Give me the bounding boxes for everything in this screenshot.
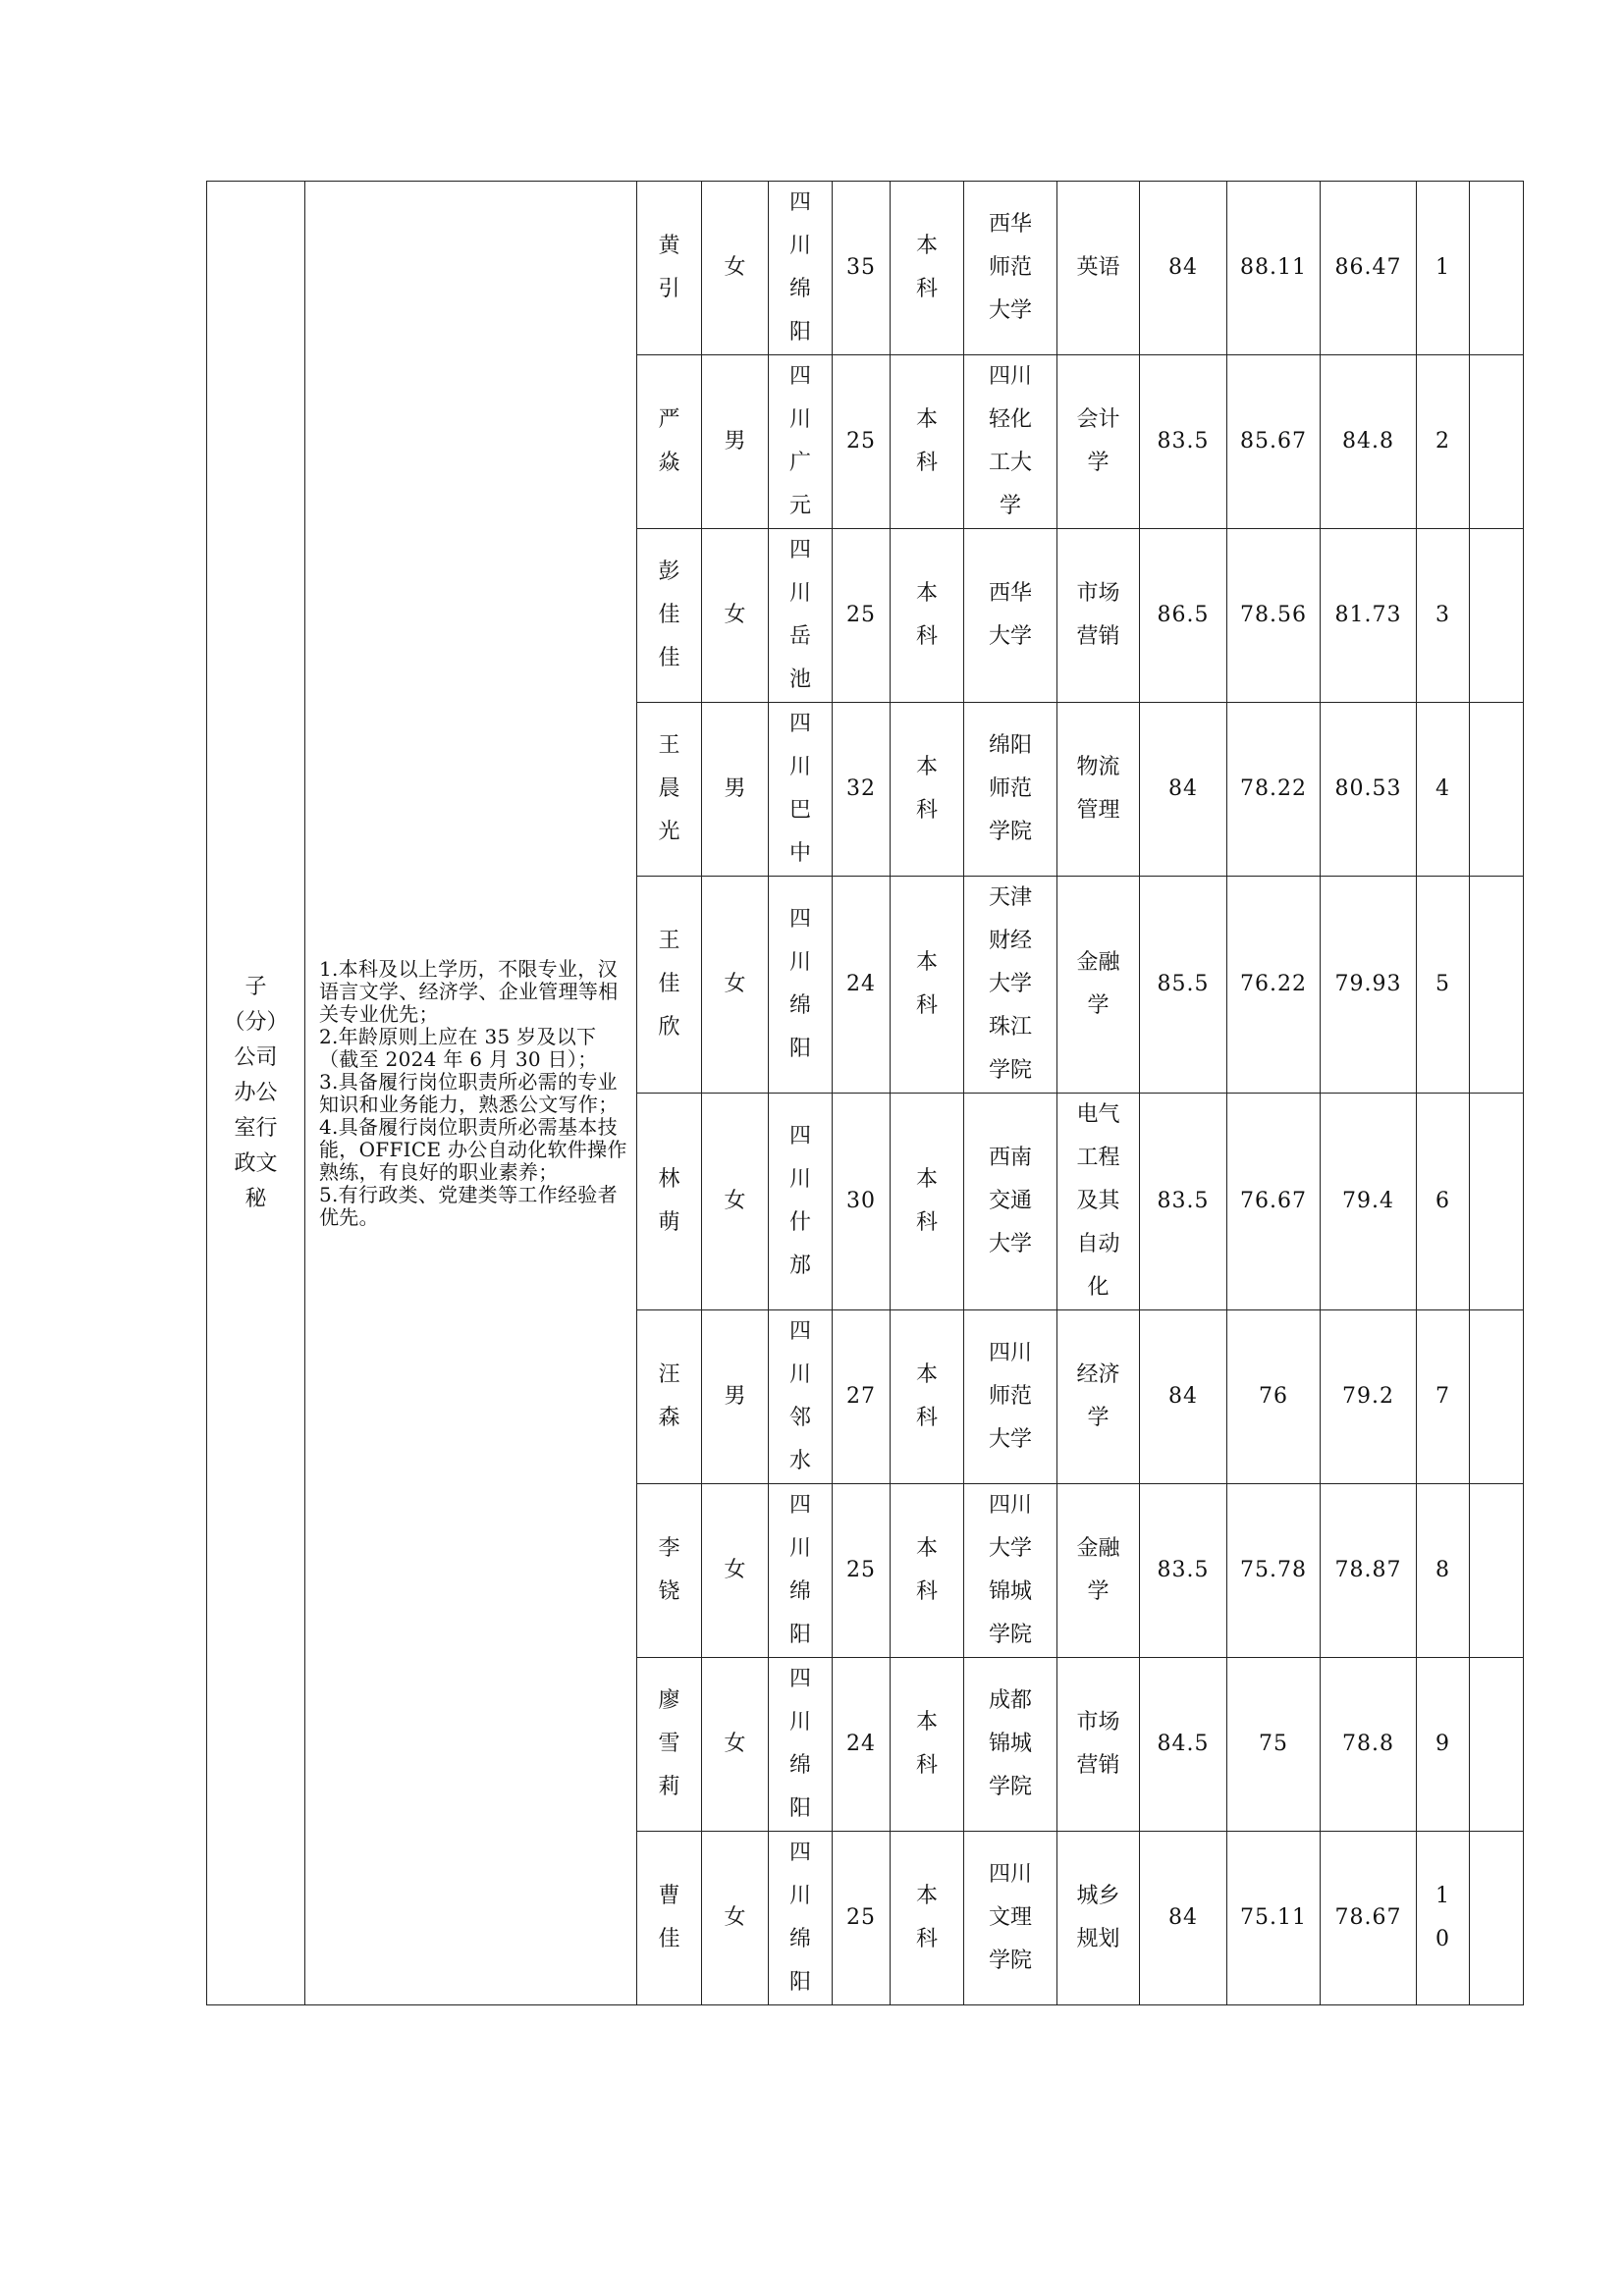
candidate-gender-cell <box>702 355 769 529</box>
candidate-age: 25 <box>846 1558 876 1582</box>
candidate-rank: 1 <box>1435 255 1450 280</box>
interview-score-cell <box>1227 877 1321 1094</box>
candidate-rank-cell <box>1417 877 1470 1094</box>
total-score: 78.8 <box>1342 1732 1394 1756</box>
interview-score-cell <box>1227 355 1321 529</box>
interview-score: 78.22 <box>1240 776 1307 801</box>
candidate-name-cell <box>637 1094 702 1310</box>
candidate-age: 24 <box>846 1732 876 1756</box>
candidate-education: 本 科 <box>915 407 938 475</box>
candidate-name-cell <box>637 1484 702 1658</box>
candidate-name-cell <box>637 355 702 529</box>
remarks-cell <box>1470 355 1524 529</box>
requirement-item: 2.年龄原则上应在 35 岁及以下（截至 2024 年 6 月 30 日）； <box>319 1024 598 1071</box>
candidate-gender: 女 <box>724 1189 746 1213</box>
written-score-cell <box>1140 1658 1227 1832</box>
candidate-school-cell <box>964 1094 1057 1310</box>
total-score-cell <box>1321 182 1417 355</box>
candidate-school: 天津 财经 大学 珠江 学院 <box>988 885 1032 1083</box>
written-score: 83.5 <box>1157 1189 1210 1213</box>
candidate-rank: 3 <box>1435 603 1450 627</box>
written-score-cell <box>1140 703 1227 877</box>
candidate-school-cell <box>964 182 1057 355</box>
candidate-school-cell <box>964 1832 1057 2005</box>
remarks-cell <box>1470 1658 1524 1832</box>
candidate-age: 32 <box>846 776 876 801</box>
candidate-gender: 女 <box>724 1558 746 1582</box>
candidate-major-cell <box>1057 877 1140 1094</box>
candidate-age: 24 <box>846 972 876 996</box>
position-name-cell <box>207 182 305 2005</box>
interview-score-cell <box>1227 182 1321 355</box>
candidate-gender: 女 <box>724 1732 746 1756</box>
written-score: 83.5 <box>1157 429 1210 454</box>
requirement-item: 1.本科及以上学历，不限专业，汉语言文学、经济学、企业管理等相关专业优先； <box>319 956 619 1026</box>
candidate-major-cell <box>1057 1658 1140 1832</box>
candidate-education-cell <box>891 529 964 703</box>
candidate-origin-cell <box>769 877 833 1094</box>
candidate-origin: 四 川 绵 阳 <box>788 907 811 1061</box>
candidate-name-cell <box>637 877 702 1094</box>
requirement-item: 4.具备履行岗位职责所必需基本技能，OFFICE 办公自动化软件操作熟练，有良好的职业素养； <box>319 1114 627 1184</box>
candidate-rank-cell <box>1417 703 1470 877</box>
interview-score: 78.56 <box>1240 603 1307 627</box>
candidate-education-cell <box>891 1484 964 1658</box>
candidate-education-cell <box>891 877 964 1094</box>
candidate-origin-cell <box>769 1310 833 1484</box>
candidate-origin: 四 川 绵 阳 <box>788 190 811 345</box>
candidate-education-cell <box>891 182 964 355</box>
candidate-name: 王 晨 光 <box>658 733 680 844</box>
candidate-origin: 四 川 什 邡 <box>788 1124 811 1278</box>
candidate-name-cell <box>637 1658 702 1832</box>
candidate-age-cell <box>833 1484 891 1658</box>
candidate-school-cell <box>964 355 1057 529</box>
candidate-age: 27 <box>846 1384 876 1409</box>
candidate-major-cell <box>1057 1484 1140 1658</box>
total-score-cell <box>1321 355 1417 529</box>
candidate-education: 本 科 <box>915 1884 938 1951</box>
candidate-major: 电气 工程 及其 自动 化 <box>1076 1102 1120 1300</box>
interview-score: 76.22 <box>1240 972 1307 996</box>
candidate-name: 李 铙 <box>658 1536 680 1604</box>
candidate-school: 成都 锦城 学院 <box>988 1688 1032 1799</box>
written-score-cell <box>1140 1094 1227 1310</box>
candidate-age: 30 <box>846 1189 876 1213</box>
candidate-gender: 女 <box>724 972 746 996</box>
candidate-gender-cell <box>702 703 769 877</box>
candidate-age-cell <box>833 1094 891 1310</box>
candidate-school: 西南 交通 大学 <box>988 1146 1032 1256</box>
candidate-education-cell <box>891 703 964 877</box>
candidate-age-cell <box>833 877 891 1094</box>
candidate-origin: 四 川 广 元 <box>788 364 811 518</box>
candidate-rank-cell <box>1417 182 1470 355</box>
candidate-education: 本 科 <box>915 950 938 1018</box>
written-score: 84 <box>1168 1905 1198 1930</box>
total-score-cell <box>1321 1310 1417 1484</box>
written-score-cell <box>1140 529 1227 703</box>
written-score-cell <box>1140 877 1227 1094</box>
candidate-major: 物流 管理 <box>1076 755 1120 823</box>
candidate-education: 本 科 <box>915 1167 938 1235</box>
candidate-origin-cell <box>769 1484 833 1658</box>
candidate-gender: 男 <box>724 1384 746 1409</box>
candidate-age-cell <box>833 1658 891 1832</box>
interview-score: 75 <box>1259 1732 1288 1756</box>
requirement-item: 3.具备履行岗位职责所必需的专业知识和业务能力，熟悉公文写作； <box>319 1069 619 1116</box>
candidate-age-cell <box>833 1310 891 1484</box>
candidate-gender: 男 <box>724 776 746 801</box>
candidate-major-cell <box>1057 1094 1140 1310</box>
written-score-cell <box>1140 355 1227 529</box>
position-name: 子 （分） 公司 办公 室行 政文 秘 <box>223 974 289 1211</box>
written-score: 86.5 <box>1157 603 1210 627</box>
candidate-school: 四川 大学 锦城 学院 <box>988 1493 1032 1647</box>
written-score-cell <box>1140 1832 1227 2005</box>
interview-score-cell <box>1227 703 1321 877</box>
written-score: 85.5 <box>1157 972 1210 996</box>
remarks-cell <box>1470 182 1524 355</box>
candidate-origin-cell <box>769 529 833 703</box>
remarks-cell <box>1470 703 1524 877</box>
candidate-name-cell <box>637 1310 702 1484</box>
interview-score: 88.11 <box>1240 255 1307 280</box>
candidate-name: 汪 森 <box>658 1362 680 1430</box>
candidate-origin: 四 川 巴 中 <box>788 712 811 866</box>
total-score: 80.53 <box>1334 776 1402 801</box>
candidate-school: 绵阳 师范 学院 <box>988 733 1032 844</box>
candidate-major-cell <box>1057 1832 1140 2005</box>
written-score-cell <box>1140 182 1227 355</box>
candidate-major: 市场 营销 <box>1076 581 1120 649</box>
candidate-gender: 女 <box>724 603 746 627</box>
candidate-school: 西华 师范 大学 <box>988 212 1032 323</box>
candidate-origin-cell <box>769 355 833 529</box>
candidate-rank: 8 <box>1435 1558 1450 1582</box>
candidate-name: 严 焱 <box>658 407 680 475</box>
candidate-education: 本 科 <box>915 1536 938 1604</box>
candidate-age-cell <box>833 182 891 355</box>
interview-score: 75.11 <box>1240 1905 1307 1930</box>
candidate-name: 黄 引 <box>658 234 680 301</box>
interview-score: 75.78 <box>1240 1558 1307 1582</box>
candidate-education: 本 科 <box>915 1362 938 1430</box>
total-score: 78.87 <box>1334 1558 1402 1582</box>
table-row <box>207 182 1524 355</box>
candidate-origin-cell <box>769 182 833 355</box>
candidate-age-cell <box>833 355 891 529</box>
candidate-table-body <box>207 182 1524 2005</box>
candidate-education-cell <box>891 355 964 529</box>
candidate-rank: 9 <box>1435 1732 1450 1756</box>
written-score: 84.5 <box>1157 1732 1210 1756</box>
written-score: 83.5 <box>1157 1558 1210 1582</box>
candidate-education-cell <box>891 1832 964 2005</box>
candidate-origin: 四 川 邻 水 <box>788 1319 811 1473</box>
total-score: 81.73 <box>1334 603 1402 627</box>
total-score: 84.8 <box>1342 429 1394 454</box>
candidate-rank: 2 <box>1435 429 1450 454</box>
candidate-age: 25 <box>846 603 876 627</box>
total-score-cell <box>1321 1484 1417 1658</box>
written-score: 84 <box>1168 776 1198 801</box>
candidate-major: 英语 <box>1076 255 1120 280</box>
candidate-school: 西华 大学 <box>988 581 1032 649</box>
candidate-school: 四川 文理 学院 <box>988 1862 1032 1973</box>
written-score: 84 <box>1168 1384 1198 1409</box>
candidate-name-cell <box>637 182 702 355</box>
candidate-rank: 1 0 <box>1435 1884 1450 1951</box>
candidate-rank-cell <box>1417 1832 1470 2005</box>
interview-score-cell <box>1227 1658 1321 1832</box>
candidate-education-cell <box>891 1310 964 1484</box>
candidate-education: 本 科 <box>915 755 938 823</box>
candidate-origin: 四 川 绵 阳 <box>788 1841 811 1995</box>
candidate-education: 本 科 <box>915 1710 938 1778</box>
candidate-origin-cell <box>769 1094 833 1310</box>
candidate-table <box>206 181 1524 2005</box>
total-score: 86.47 <box>1334 255 1402 280</box>
candidate-major-cell <box>1057 355 1140 529</box>
remarks-cell <box>1470 1484 1524 1658</box>
candidate-origin: 四 川 绵 阳 <box>788 1667 811 1821</box>
candidate-age-cell <box>833 529 891 703</box>
candidate-origin: 四 川 绵 阳 <box>788 1493 811 1647</box>
candidate-rank-cell <box>1417 355 1470 529</box>
candidate-education: 本 科 <box>915 581 938 649</box>
candidate-gender-cell <box>702 1094 769 1310</box>
total-score: 78.67 <box>1334 1905 1402 1930</box>
candidate-rank: 4 <box>1435 776 1450 801</box>
candidate-rank: 6 <box>1435 1189 1450 1213</box>
candidate-school: 四川 师范 大学 <box>988 1341 1032 1452</box>
written-score-cell <box>1140 1484 1227 1658</box>
candidate-name: 林 萌 <box>658 1167 680 1235</box>
candidate-name: 彭 佳 佳 <box>658 560 680 670</box>
total-score-cell <box>1321 703 1417 877</box>
candidate-age-cell <box>833 1832 891 2005</box>
candidate-gender-cell <box>702 877 769 1094</box>
candidate-major: 市场 营销 <box>1076 1710 1120 1778</box>
candidate-school-cell <box>964 1484 1057 1658</box>
candidate-major-cell <box>1057 1310 1140 1484</box>
candidate-gender-cell <box>702 529 769 703</box>
candidate-education: 本 科 <box>915 234 938 301</box>
candidate-origin-cell <box>769 1832 833 2005</box>
interview-score-cell <box>1227 1832 1321 2005</box>
candidate-gender: 女 <box>724 255 746 280</box>
candidate-rank-cell <box>1417 1658 1470 1832</box>
candidate-age: 35 <box>846 255 876 280</box>
candidate-gender-cell <box>702 1832 769 2005</box>
total-score-cell <box>1321 529 1417 703</box>
requirements-cell <box>305 182 637 2005</box>
candidate-major: 经济 学 <box>1076 1362 1120 1430</box>
requirement-item: 5.有行政类、党建类等工作经验者优先。 <box>319 1182 618 1229</box>
candidate-name-cell <box>637 529 702 703</box>
candidate-rank-cell <box>1417 1310 1470 1484</box>
candidate-name: 曹 佳 <box>658 1884 680 1951</box>
candidate-rank-cell <box>1417 529 1470 703</box>
total-score-cell <box>1321 877 1417 1094</box>
candidate-origin-cell <box>769 703 833 877</box>
total-score: 79.4 <box>1342 1189 1394 1213</box>
interview-score-cell <box>1227 1310 1321 1484</box>
candidate-name: 廖 雪 莉 <box>658 1688 680 1799</box>
remarks-cell <box>1470 1310 1524 1484</box>
candidate-major: 城乡 规划 <box>1076 1884 1120 1951</box>
interview-score: 85.67 <box>1240 429 1307 454</box>
total-score: 79.2 <box>1342 1384 1394 1409</box>
candidate-school: 四川 轻化 工大 学 <box>988 364 1032 518</box>
written-score-cell <box>1140 1310 1227 1484</box>
candidate-school-cell <box>964 1658 1057 1832</box>
candidate-school-cell <box>964 703 1057 877</box>
candidate-name: 王 佳 欣 <box>658 929 680 1040</box>
candidate-major-cell <box>1057 703 1140 877</box>
total-score-cell <box>1321 1658 1417 1832</box>
interview-score-cell <box>1227 529 1321 703</box>
candidate-gender-cell <box>702 1658 769 1832</box>
candidate-gender-cell <box>702 1484 769 1658</box>
candidate-major: 会计 学 <box>1076 407 1120 475</box>
interview-score: 76 <box>1259 1384 1288 1409</box>
total-score: 79.93 <box>1334 972 1402 996</box>
interview-score: 76.67 <box>1240 1189 1307 1213</box>
candidate-school-cell <box>964 529 1057 703</box>
candidate-gender-cell <box>702 182 769 355</box>
candidate-origin-cell <box>769 1658 833 1832</box>
candidate-gender-cell <box>702 1310 769 1484</box>
candidate-gender: 女 <box>724 1905 746 1930</box>
total-score-cell <box>1321 1832 1417 2005</box>
candidate-major-cell <box>1057 182 1140 355</box>
candidate-school-cell <box>964 1310 1057 1484</box>
interview-score-cell <box>1227 1094 1321 1310</box>
interview-score-cell <box>1227 1484 1321 1658</box>
candidate-age: 25 <box>846 1905 876 1930</box>
remarks-cell <box>1470 1832 1524 2005</box>
candidate-school-cell <box>964 877 1057 1094</box>
candidate-age: 25 <box>846 429 876 454</box>
candidate-education-cell <box>891 1658 964 1832</box>
candidate-major: 金融 学 <box>1076 1536 1120 1604</box>
total-score-cell <box>1321 1094 1417 1310</box>
candidate-name-cell <box>637 1832 702 2005</box>
candidate-education-cell <box>891 1094 964 1310</box>
candidate-gender: 男 <box>724 429 746 454</box>
candidate-major: 金融 学 <box>1076 950 1120 1018</box>
written-score: 84 <box>1168 255 1198 280</box>
candidate-age-cell <box>833 703 891 877</box>
remarks-cell <box>1470 877 1524 1094</box>
candidate-rank-cell <box>1417 1094 1470 1310</box>
remarks-cell <box>1470 529 1524 703</box>
candidate-name-cell <box>637 703 702 877</box>
remarks-cell <box>1470 1094 1524 1310</box>
candidate-rank-cell <box>1417 1484 1470 1658</box>
candidate-rank: 7 <box>1435 1384 1450 1409</box>
candidate-origin: 四 川 岳 池 <box>788 538 811 692</box>
candidate-major-cell <box>1057 529 1140 703</box>
candidate-rank: 5 <box>1435 972 1450 996</box>
